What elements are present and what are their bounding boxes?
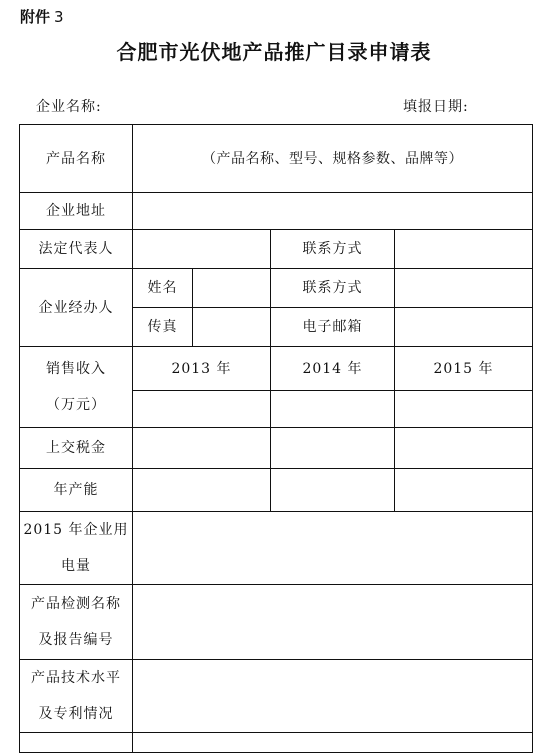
company-name-label: 企业名称: [36, 99, 102, 115]
form-title: 合肥市光伏地产品推广目录申请表 [116, 40, 432, 64]
legal-rep-contact-label: 联系方式 [271, 230, 395, 269]
tax-2015-field[interactable] [395, 428, 533, 469]
application-form-table [19, 124, 533, 753]
sales-label-line1: 销售收入 [46, 361, 106, 377]
next-row-field[interactable] [133, 733, 533, 753]
address-field[interactable] [133, 193, 533, 230]
inspection-field[interactable] [133, 585, 533, 660]
row-product-name [20, 125, 533, 193]
row-power [20, 512, 533, 585]
row-sales-years [20, 347, 533, 391]
tax-label: 上交税金 [20, 428, 133, 469]
sales-2013-field[interactable] [133, 391, 271, 428]
capacity-2013-field[interactable] [133, 469, 271, 512]
tech-label-line2: 及专利情况 [38, 706, 114, 722]
attachment-word: 附件 [20, 8, 51, 26]
legal-rep-contact-field[interactable] [395, 230, 533, 269]
row-handler-name [20, 269, 533, 308]
sales-label-line2: （万元） [46, 397, 106, 413]
tech-label [20, 660, 133, 733]
sales-2014-field[interactable] [271, 391, 395, 428]
year-2014-header: 2014 年 [271, 347, 395, 391]
next-row-label [20, 733, 133, 753]
inspection-label-line1: 产品检测名称 [31, 596, 121, 612]
product-name-field[interactable]: （产品名称、型号、规格参数、品牌等） [133, 125, 533, 193]
row-inspection [20, 585, 533, 660]
tax-2014-field[interactable] [271, 428, 395, 469]
sales-label [20, 347, 133, 428]
power-field[interactable] [133, 512, 533, 585]
tech-label-line1: 产品技术水平 [31, 670, 121, 686]
capacity-label: 年产能 [20, 469, 133, 512]
product-name-label: 产品名称 [20, 125, 133, 193]
attachment-label [20, 6, 64, 27]
row-address [20, 193, 533, 230]
year-2015-header: 2015 年 [395, 347, 533, 391]
tech-field[interactable] [133, 660, 533, 733]
fill-date-label: 填报日期: [403, 99, 469, 115]
row-capacity [20, 469, 533, 512]
email-field[interactable] [395, 308, 533, 347]
row-tech [20, 660, 533, 733]
address-label: 企业地址 [20, 193, 133, 230]
email-label: 电子邮箱 [271, 308, 395, 347]
handler-contact-field[interactable] [395, 269, 533, 308]
handler-contact-label: 联系方式 [271, 269, 395, 308]
fax-label: 传真 [133, 308, 193, 347]
row-legal-rep [20, 230, 533, 269]
capacity-2015-field[interactable] [395, 469, 533, 512]
power-label-line1: 2015 年企业用 [23, 522, 129, 538]
legal-rep-label: 法定代表人 [20, 230, 133, 269]
power-label-line2: 电量 [61, 558, 91, 574]
inspection-label [20, 585, 133, 660]
fax-field[interactable] [193, 308, 271, 347]
row-tax [20, 428, 533, 469]
inspection-label-line2: 及报告编号 [38, 632, 114, 648]
capacity-2014-field[interactable] [271, 469, 395, 512]
handler-name-field[interactable] [193, 269, 271, 308]
sales-2015-field[interactable] [395, 391, 533, 428]
power-label [20, 512, 133, 585]
tax-2013-field[interactable] [133, 428, 271, 469]
handler-name-label: 姓名 [133, 269, 193, 308]
legal-rep-field[interactable] [133, 230, 271, 269]
row-next [20, 733, 533, 753]
handler-label: 企业经办人 [20, 269, 133, 347]
year-2013-header: 2013 年 [133, 347, 271, 391]
attachment-number: 3 [54, 8, 64, 26]
